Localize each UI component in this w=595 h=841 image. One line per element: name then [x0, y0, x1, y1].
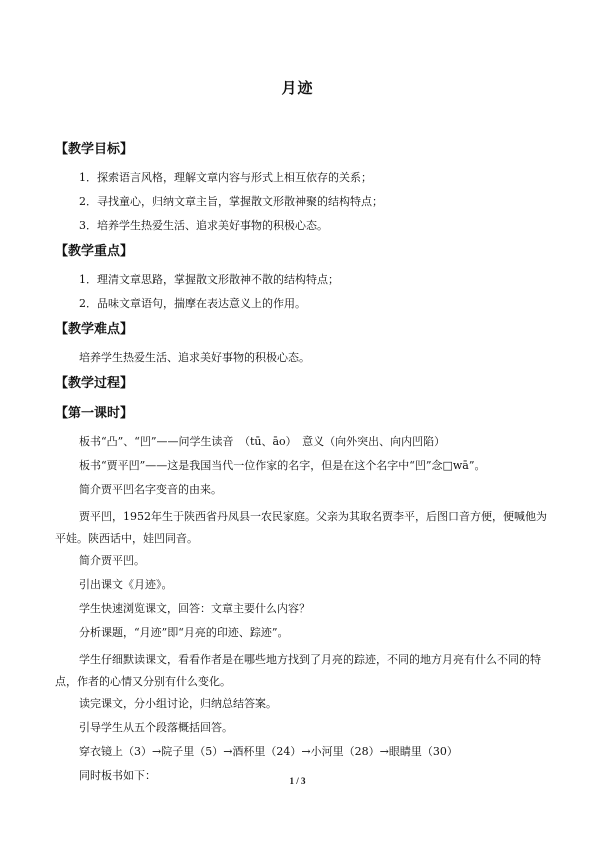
lesson-paragraph: 同时板书如下：: [79, 769, 156, 782]
section-heading-key-points: 【教学重点】: [55, 244, 134, 259]
goal-item-2: 2．寻找童心，归纳文章主旨，掌握散文形散神聚的结构特点；: [79, 195, 383, 208]
lesson-paragraph: 板书“凸”、“凹”——问学生读音 （tū、āo） 意义（向外突出、向内凹陷）: [79, 435, 446, 448]
page-number: 1 / 3: [289, 776, 306, 786]
lesson-paragraph: 引出课文《月迹》。: [79, 578, 173, 591]
document-body: [55, 140, 547, 792]
page-title: 月迹: [281, 79, 314, 97]
lesson-paragraph: 简介贾平凹名字变音的由来。: [79, 483, 222, 496]
lesson-paragraph: 穿衣镜上（3）→院子里（5）→酒杯里（24）→小河里（28）→眼睛里（30）: [79, 745, 458, 758]
section-heading-process: 【教学过程】: [55, 376, 134, 391]
lesson-paragraph: 学生快速浏览课文，回答：文章主要什么内容？: [79, 602, 310, 615]
lesson-paragraph: 读完课文，分小组讨论，归纳总结答案。: [79, 697, 277, 710]
section-heading-difficulties: 【教学难点】: [55, 322, 134, 337]
section-heading-lesson-1: 【第一课时】: [55, 406, 134, 421]
lesson-paragraph: 分析课题，“月迹”即“月亮的印迹、踪迹”。: [79, 626, 289, 639]
lesson-paragraph: 贾平凹，1952年生于陕西省丹凤县一农民家庭。父亲为其取名贾李平，后图口音方便，便喊他为平娃。陕西话中，娃凹同音。: [55, 510, 547, 545]
key-point-item-2: 2．品味文章语句，揣摩在表达意义上的作用。: [79, 297, 306, 310]
section-heading-goals: 【教学目标】: [55, 142, 134, 157]
lesson-paragraph: 学生仔细默读课文，看看作者是在哪些地方找到了月亮的踪迹，不同的地方月亮有什么不同的特点，作者的心情又分别有什么变化。: [55, 653, 541, 688]
key-point-item-1: 1．理清文章思路，掌握散文形散神不散的结构特点；: [79, 273, 339, 286]
goal-item-1: 1．探索语言风格，理解文章内容与形式上相互依存的关系；: [79, 171, 372, 184]
lesson-paragraph: 板书“贾平凹”——这是我国当代一位作家的名字，但是在这个名字中“凹”念□wā”。: [79, 459, 486, 472]
lesson-paragraph: 引导学生从五个段落概括回答。: [79, 721, 233, 734]
lesson-paragraph: 简介贾平凹。: [79, 554, 145, 567]
difficulty-text: 培养学生热爱生活、追求美好事物的积极心态。: [79, 351, 310, 364]
goal-item-3: 3．培养学生热爱生活、追求美好事物的积极心态。: [79, 219, 328, 232]
